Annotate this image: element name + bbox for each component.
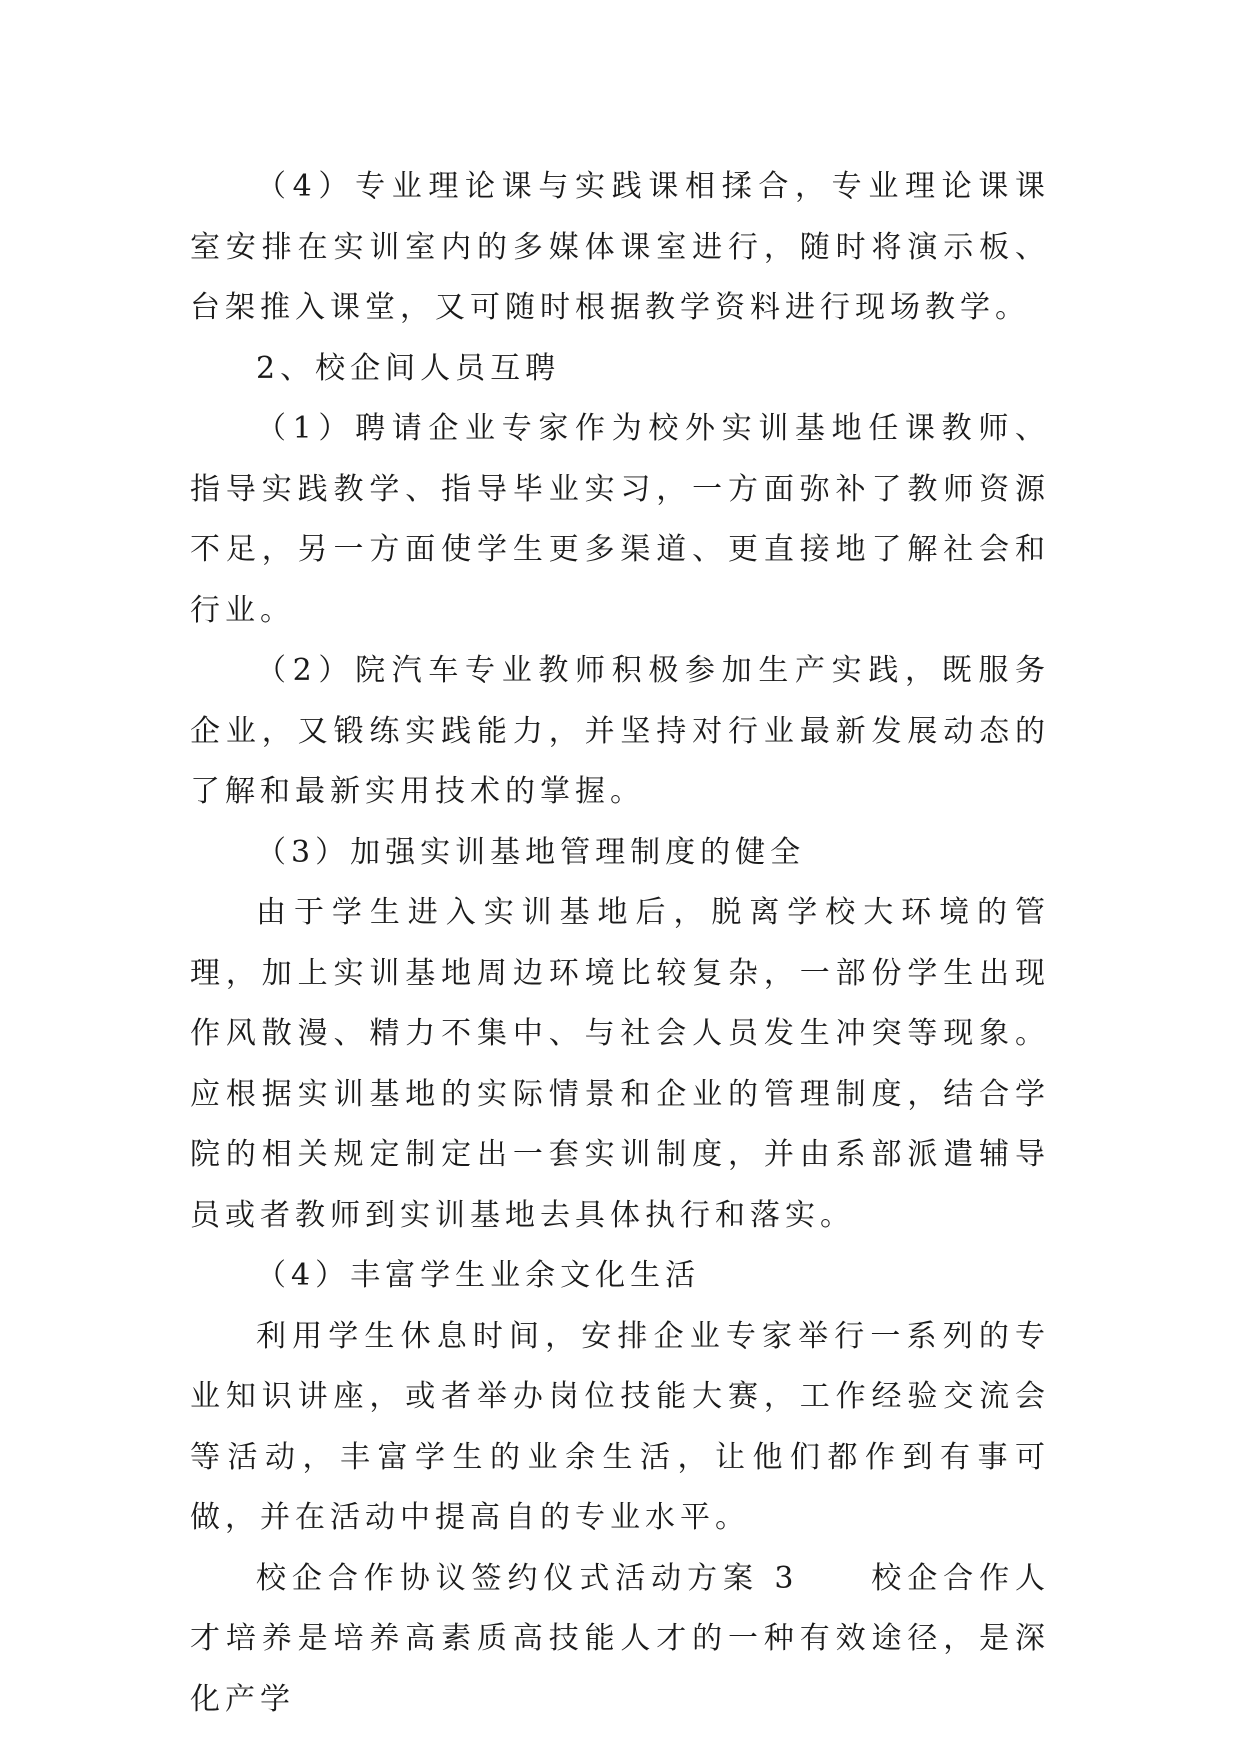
paragraph-cultural-detail: 利用学生休息时间，安排企业专家举行一系列的专业知识讲座，或者举办岗位技能大赛，工作经验交流会等活动，丰富学生的业余生活，让他们都作到有事可做，并在活动中提高自的专业水平。 bbox=[190, 1318, 1050, 1535]
paragraph-enterprise-experts: （1）聘请企业专家作为校外实训基地任课教师、指导实践教学、指导毕业实习，一方面弥补了教师资源不足，另一方面使学生更多渠道、更直接地了解社会和行业。 bbox=[190, 411, 1050, 628]
heading-cultural-life: （4）丰富学生业余文化生活 bbox=[256, 1258, 701, 1293]
paragraph-management-detail: 由于学生进入实训基地后，脱离学校大环境的管理，加上实训基地周边环境比较复杂，一部份学生出现作风散漫、精力不集中、与社会人员发生冲突等现象。应根据实训基地的实际情景和企业的管理制度，结合学院的相关规定制定出一套实训制度，并由系部派遣辅导员或者教师到实训基地去具体执行和落实。 bbox=[190, 895, 1050, 1233]
paragraph-theory-practice: （4）专业理论课与实践课相揉合，专业理论课课室安排在实训室内的多媒体课室进行，随时将演示板、台架推入课堂，又可随时根据教学资料进行现场教学。 bbox=[190, 169, 1050, 325]
paragraph-plan-3-intro: 校企合作协议签约仪式活动方案 3 校企合作人才培养是培养高素质高技能人才的一种有效途径，是深化产学 bbox=[190, 1560, 1050, 1717]
paragraph-teacher-practice: （2）院汽车专业教师积极参加生产实践，既服务企业，又锻练实践能力，并坚持对行业最新发展动态的了解和最新实用技术的掌握。 bbox=[190, 653, 1050, 809]
heading-management-system: （3）加强实训基地管理制度的健全 bbox=[256, 834, 806, 870]
document-body bbox=[190, 157, 1050, 1730]
heading-staff-exchange: 2、校企间人员互聘 bbox=[256, 350, 561, 386]
